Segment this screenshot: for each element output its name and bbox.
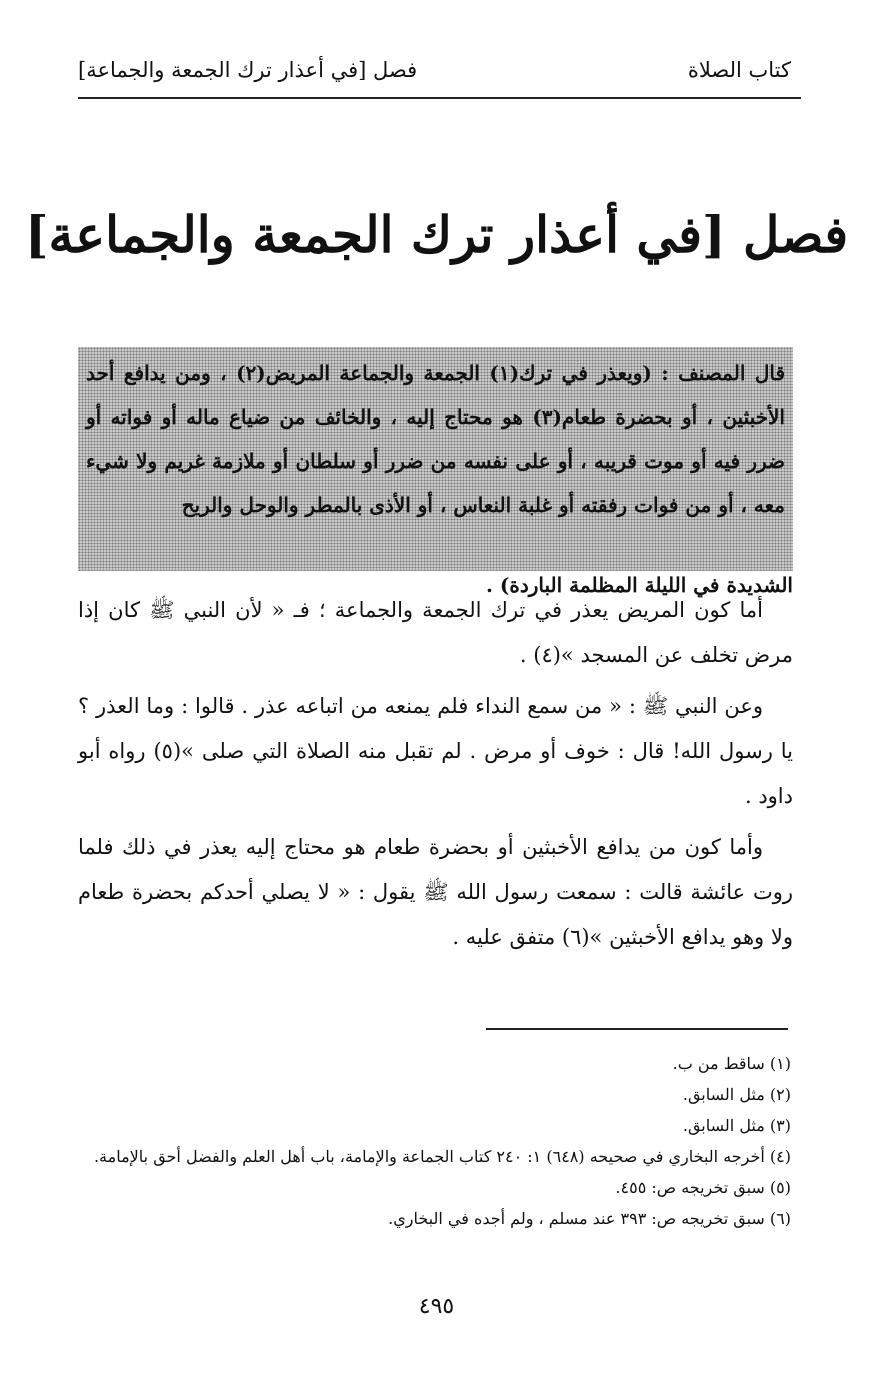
matn-tail: الشديدة في الليلة المظلمة الباردة) .: [485, 573, 793, 597]
matn-highlighted-text: قال المصنف : (ويعذر في ترك(١) الجمعة والجماعة المريض(٢) ، ومن يدافع أحد الأخبثين ، أو بحضرة طعام(٣) هو محتاج إليه ، والخائف من ضياع ماله أو فواته أو ضرر فيه أو موت قريبه ، أو على نفسه من ضرر أو سلطان أو ملازمة غريم ولا شيء معه ، أو من فوات رفقته أو غلبة النعاس ، أو الأذى بالمطر والوحل والريح: [78, 347, 793, 571]
paragraph-3: وأما كون من يدافع الأخبثين أو بحضرة طعام هو محتاج إليه يعذر في ذلك فلما روت عائشة قالت : سمعت رسول الله ﷺ يقول : « لا يصلي أحدكم بحضرة طعام ولا وهو يدافع الأخبثين »(٦) متفق عليه .: [78, 835, 793, 949]
footnote-1: (١) ساقط من ب.: [672, 1054, 791, 1073]
chapter-title-main: فصل [في أعذار ترك الجمعة والجماعة]: [24, 205, 849, 264]
header-book-title: كتاب الصلاة: [687, 58, 791, 82]
paragraph-2: وعن النبي ﷺ : « من سمع النداء فلم يمنعه من اتباعه عذر . قالوا : وما العذر ؟ يا رسول الله! قال : خوف أو مرض . لم تقبل منه الصلاة التي صلى »(٥) رواه أبو داود .: [78, 694, 793, 808]
running-header: [78, 58, 791, 90]
footnote-2: (٢) مثل السابق.: [682, 1085, 791, 1104]
footnote-rule: [486, 1028, 788, 1030]
footnote-4: (٤) أخرجه البخاري في صحيحه (٦٤٨) ١: ٢٤٠ كتاب الجماعة والإمامة، باب أهل العلم والفضل أحق بالإمامة.: [93, 1147, 791, 1166]
footnote-5: (٥) سبق تخريجه ص: ٤٥٥.: [615, 1178, 791, 1197]
page-number: ٤٩٥: [418, 1294, 455, 1319]
footnote-6: (٦) سبق تخريجه ص: ٣٩٣ عند مسلم ، ولم أجده في البخاري.: [388, 1209, 791, 1228]
header-rule: [78, 97, 801, 99]
chapter-title: [0, 205, 873, 264]
commentary-text: [78, 588, 793, 966]
footnotes: [80, 1048, 791, 1234]
paragraph-1: أما كون المريض يعذر في ترك الجمعة والجماعة ؛ فـ « لأن النبي ﷺ كان إذا مرض تخلف عن المسجد »(٤) .: [78, 598, 793, 667]
footnote-3: (٣) مثل السابق.: [682, 1116, 791, 1135]
header-section-title: فصل [في أعذار ترك الجمعة والجماعة]: [78, 58, 418, 82]
